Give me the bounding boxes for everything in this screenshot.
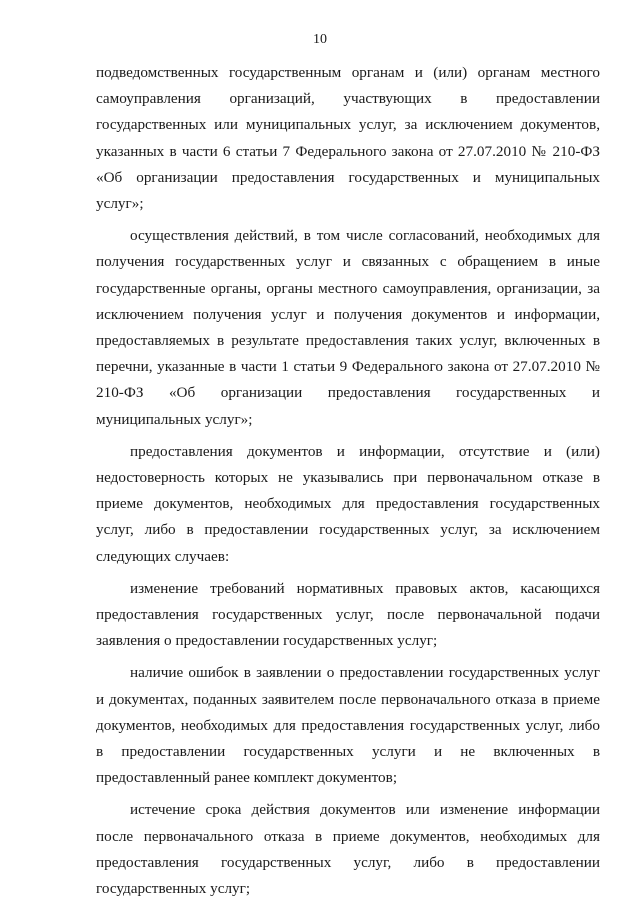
paragraph-2: осуществления действий, в том числе согласований, необходимых для получения государственных услуг и связанных с обращением в иные государственные органы, органы местного самоуправления, организации, за исключением получения услуг и получения документов и информации, предоставляемых в результате предоставления таких услуг, включенных в перечни, указанные в части 1 статьи 9 Федерального закона от 27.07.2010 № 210-ФЗ «Об организации предоставления государственных и муниципальных услуг»;	[96, 227, 600, 428]
paragraph-4: изменение требований нормативных правовых актов, касающихся предоставления государственных услуг, после первоначальной подачи заявления о предоставлении государственных услуг;	[96, 579, 600, 650]
page-number: 10	[313, 32, 327, 47]
document-body	[96, 60, 600, 908]
paragraph-1: подведомственных государственным органам и (или) органам местного самоуправления организаций, участвующих в предоставлении государственных или муниципальных услуг, за исключением документов, указанных в части 6 статьи 7 Федерального закона от 27.07.2010 № 210-ФЗ «Об организации предоставления государственных и муниципальных услуг»;	[96, 64, 600, 213]
paragraph-6: истечение срока действия документов или изменение информации после первоначального отказа в приеме документов, необходимых для предоставления государственных услуг, либо в предоставлении государственных услуг;	[96, 801, 600, 898]
paragraph-5: наличие ошибок в заявлении о предоставлении государственных услуг и документах, поданных заявителем после первоначального отказа в приеме документов, необходимых для предоставления государственных услуг, либо в предоставлении государственных услуги и не включенных в предоставленный ранее комплект документов;	[96, 664, 600, 787]
paragraph-3: предоставления документов и информации, отсутствие и (или) недостоверность которых не указывались при первоначальном отказе в приеме документов, необходимых для предоставления государственных услуг, либо в предоставлении государственных услуг, за исключением следующих случаев:	[96, 442, 600, 565]
